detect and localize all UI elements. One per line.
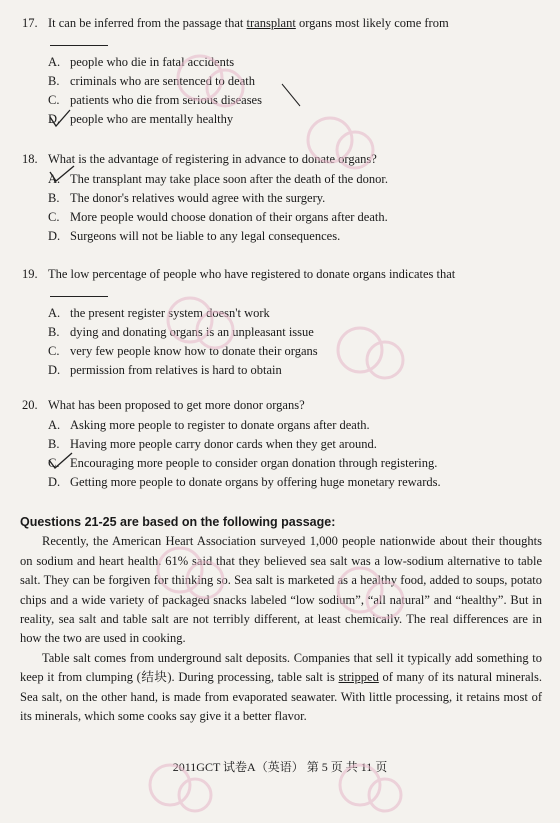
option-b: B. Having more people carry donor cards when they get around. (48, 437, 377, 451)
question-18 (22, 150, 546, 246)
passage-paragraph-1: Recently, the American Heart Association surveyed 1,000 people nationwide about their thoughts on sodium and heart health. 61% said that they believed sea salt was a low-sodium alternative to table salt. They can be forgiven for thinking so. Sea salt is marketed as a healthy food, added to soups, potato chips and a wide variety of packaged snacks labeled “low sodium”, “all natural” and “healthy”. But in reality, sea salt and table salt are not terribly different, at least chemically. The real differences are in how the two are used in cooking. (20, 534, 542, 646)
option-list (48, 170, 546, 246)
option-a: A. the present register system doesn't work (48, 306, 270, 320)
option-c: C. More people would choose donation of their organs after death. (48, 210, 388, 224)
question-stem: 20. What has been proposed to get more donor organs? (22, 396, 546, 415)
option-d: D. people who are mentally healthy (48, 112, 234, 126)
question-number: 20. (22, 398, 38, 412)
option-c: C. very few people know how to donate their organs (48, 344, 318, 358)
page-footer: 2011GCT 试卷A（英语） 第 5 页 共 11 页 (172, 760, 388, 774)
reading-passage (20, 513, 542, 726)
question-17 (22, 14, 546, 129)
question-19 (22, 265, 546, 380)
option-a: A. people who die in fatal accidents (48, 55, 235, 69)
option-c: C. Encouraging more people to consider organ donation through registering. (48, 456, 438, 470)
question-stem: 19. The low percentage of people who have registered to donate organs indicates that (22, 265, 546, 284)
option-b: B. dying and donating organs is an unpleasant issue (48, 325, 314, 339)
question-stem: 17. It can be inferred from the passage that transplant organs most likely come from (22, 14, 546, 33)
option-c: C. patients who die from serious diseases (48, 93, 262, 107)
question-stem: 18. What is the advantage of registering in advance to donate organs? (22, 150, 546, 169)
question-number: 19. (22, 267, 38, 281)
option-b: B. criminals who are sentenced to death (48, 74, 255, 88)
question-number: 18. (22, 152, 38, 166)
question-number: 17. (22, 16, 38, 30)
option-d: D. Getting more people to donate organs by offering huge monetary rewards. (48, 475, 441, 489)
passage-heading: Questions 21-25 are based on the following passage: (20, 515, 336, 529)
option-d: D. permission from relatives is hard to obtain (48, 363, 282, 377)
option-a: A. The transplant may take place soon after the death of the donor. (48, 172, 388, 186)
answer-blank (50, 284, 108, 297)
question-20 (22, 396, 546, 492)
option-list (48, 53, 546, 129)
option-list (48, 304, 546, 380)
option-a: A. Asking more people to register to donate organs after death. (48, 418, 370, 432)
option-b: B. The donor's relatives would agree with the surgery. (48, 191, 326, 205)
option-d: D. Surgeons will not be liable to any legal consequences. (48, 229, 341, 243)
answer-blank (50, 33, 108, 46)
option-list (48, 416, 546, 492)
passage-paragraph-2: Table salt comes from underground salt deposits. Companies that sell it typically add something to keep it from clumping (结块). During processing, table salt is stripped of many of its natural minerals. Sea salt, on the other hand, is made from evaporated seawater. With little processing, it retains most of its minerals, which some cooks say give it a better flavor. (20, 650, 542, 724)
